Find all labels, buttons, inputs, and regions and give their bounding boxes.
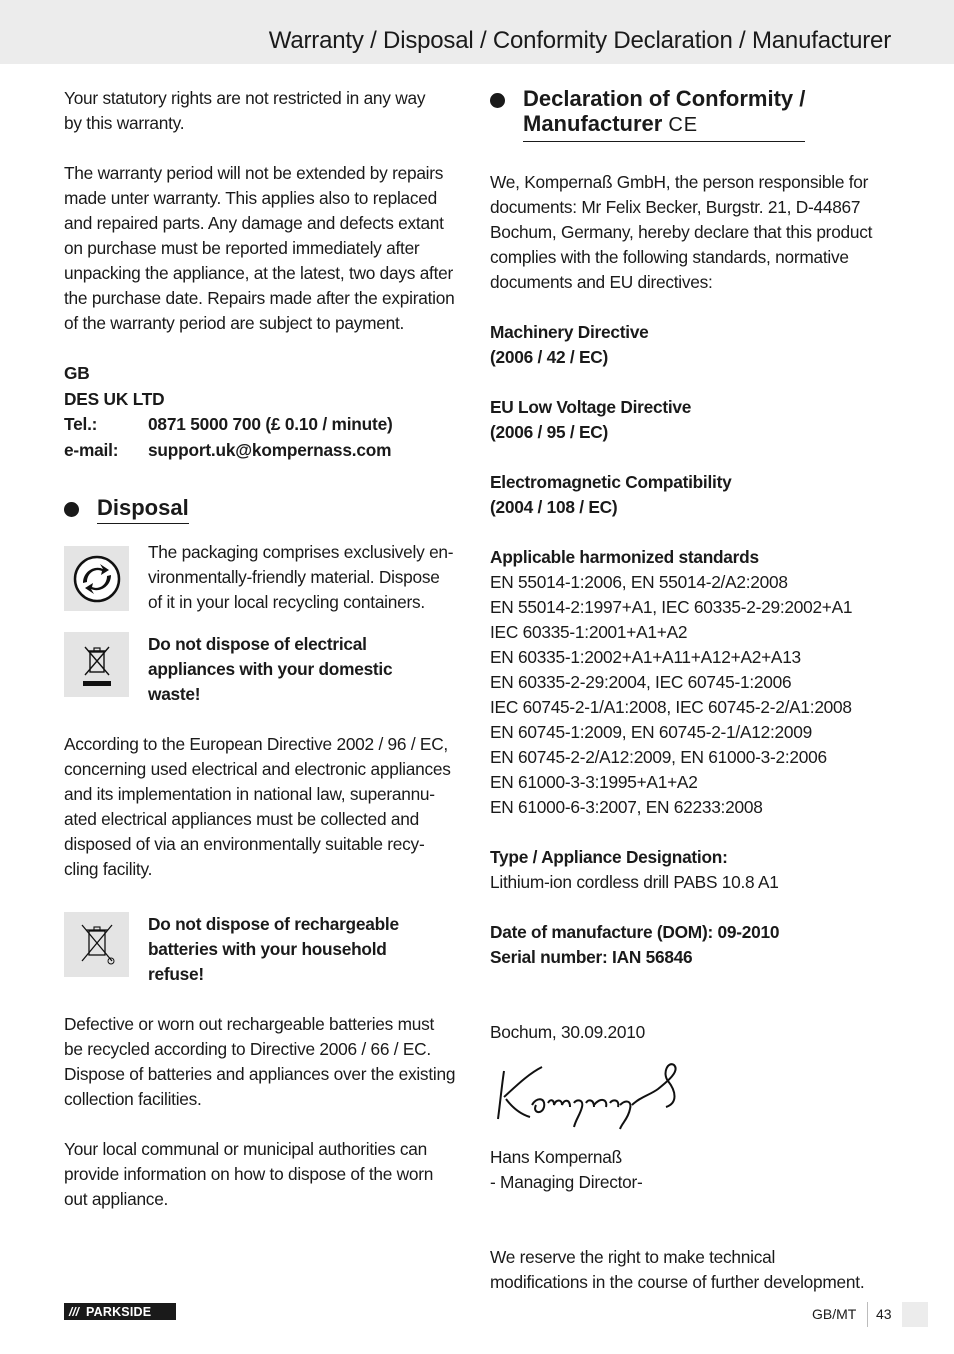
disposal-heading: Disposal xyxy=(64,495,464,524)
battery-notice: Do not dispose of rechargeable batteries with your household refuse! xyxy=(64,912,464,987)
language-code: GB/MT xyxy=(812,1306,857,1322)
contact-country: GB xyxy=(64,363,90,383)
weee-directive-paragraph: According to the European Directive 2002 / 96 / EC, concerning used electrical and electronic appliances and its implementation in national law, superannu- ated electrical appliances must be collected and disposed of via an environmentally suitable recy- cling facility. xyxy=(64,734,451,879)
appliance-designation: Type / Appliance Designation: Lithium-ion cordless drill PABS 10.8 A1 xyxy=(490,847,779,892)
signatory-title: - Managing Director- xyxy=(490,1172,643,1192)
weee-notice: Do not dispose of electrical appliances with your domestic waste! xyxy=(64,632,464,707)
warranty-paragraph-1: Your statutory rights are not restricted in any way by this warranty. xyxy=(64,88,426,133)
footer-tab xyxy=(902,1302,928,1327)
right-column xyxy=(490,86,895,1295)
logo-stripes-icon: /// xyxy=(68,1304,79,1319)
harmonized-standards: Applicable harmonized standards EN 55014-1:2006, EN 55014-2/A2:2008 EN 55014-2:1997+A1, IEC 60335-2-29:2002+A1 IEC 60335-1:2001+A1+A2 EN 60335-1:2002+A1+A11+A12+A2+A13 EN 60335-2-29:2004, IEC 60745-1:2006 IEC 60745-2-1/A1:2008, IEC 60745-2-2/A1:2008 EN 60745-1:2009, EN 60745-2-1/A12:2009 EN 60745-2-2/A12:2009, EN 61000-3-2:2006 EN 61000-3-3:1995+A1+A2 EN 61000-6-3:2007, EN 62233:2008 xyxy=(490,547,853,817)
conformity-heading: Declaration of Conformity / Manufacturer CE xyxy=(490,86,895,142)
footer-divider xyxy=(867,1302,868,1327)
battery-directive-paragraph: Defective or worn out rechargeable batteries must be recycled according to Directive 2006 / 66 / EC. Dispose of batteries and appliances over the existing collection facilities. xyxy=(64,1014,456,1109)
crossed-bin-icon xyxy=(64,632,129,697)
page-title: Warranty / Disposal / Conformity Declaration / Manufacturer xyxy=(268,27,891,54)
ce-mark: CE xyxy=(668,114,699,136)
page-number: 43 xyxy=(876,1306,892,1322)
technical-modifications-note: We reserve the right to make technical modifications in the course of further development. xyxy=(490,1247,865,1292)
place-date: Bochum, 30.09.2010 xyxy=(490,1022,645,1042)
declaration-intro: We, Kompernaß GmbH, the person responsible for documents: Mr Felix Becker, Burgstr. 21, D-44867 Bochum, Germany, hereby declare that this product complies with the following standards, normative documents and EU directives: xyxy=(490,172,873,292)
warranty-paragraph-2: The warranty period will not be extended by repairs made unter warranty. This applies also to replaced and repaired parts. Any damage and defects extant on purchase must be reported immediately after unpacking the appliance, at the latest, two days after the purchase date. Repairs made after the expiration of the warranty period are subject to payment. xyxy=(64,163,455,333)
contact-email: e-mail: support.uk@kompernass.com xyxy=(64,439,392,460)
green-dot-recycle-icon xyxy=(64,546,129,611)
header-bar xyxy=(0,0,954,64)
left-column xyxy=(64,86,464,1212)
bullet-icon xyxy=(490,93,505,108)
recycle-notice: The packaging comprises exclusively en- vironmentally-friendly material. Dispose of it in your local recycling containers. xyxy=(64,540,464,615)
parkside-logo: /// PARKSIDE xyxy=(64,1303,176,1320)
low-voltage-directive: EU Low Voltage Directive (2006 / 95 / EC) xyxy=(490,397,692,442)
signature-image xyxy=(490,1059,895,1131)
bullet-icon xyxy=(64,502,79,517)
service-contact xyxy=(64,361,464,463)
emc-directive: Electromagnetic Compatibility (2004 / 108 / EC) xyxy=(490,472,732,517)
signatory-name: Hans Kompernaß xyxy=(490,1147,622,1167)
authorities-paragraph: Your local communal or municipal authorities can provide information on how to dispose of the worn out appliance. xyxy=(64,1139,434,1209)
contact-tel: Tel.: 0871 5000 700 (£ 0.10 / minute) xyxy=(64,414,393,434)
contact-company: DES UK LTD xyxy=(64,388,165,409)
crossed-battery-bin-icon xyxy=(64,912,129,977)
manufacture-info: Date of manufacture (DOM): 09-2010 Serial number: IAN 56846 xyxy=(490,922,780,967)
machinery-directive: Machinery Directive (2006 / 42 / EC) xyxy=(490,322,649,367)
